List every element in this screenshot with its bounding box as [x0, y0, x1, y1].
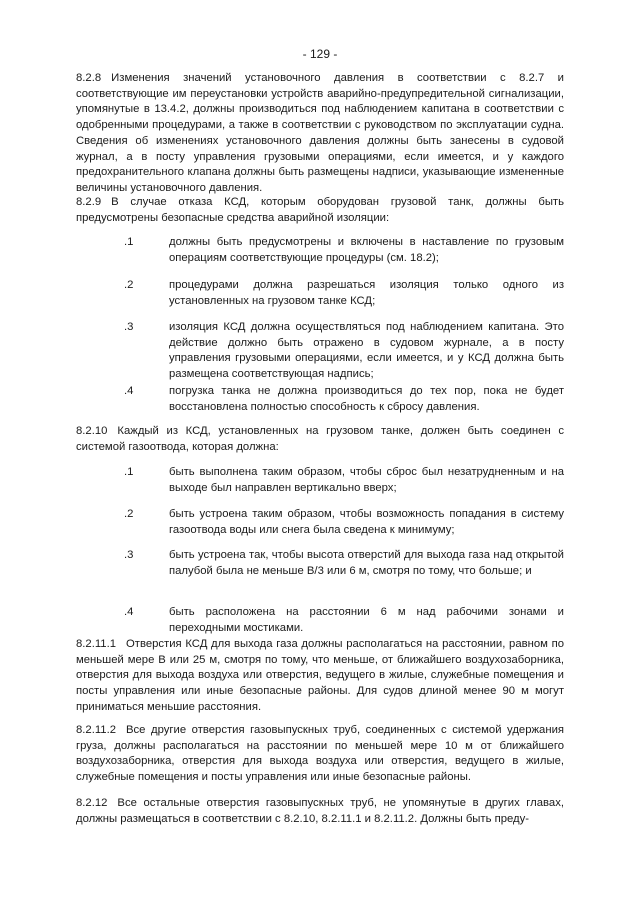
clause-text: Каждый из КСД, установленных на грузовом танке, должен быть соединен с системой газоотвода, которая должна: [76, 425, 564, 453]
item-number: .4 [124, 606, 134, 618]
clause-text: Все другие отверстия газовыпускных труб, соединенных с системой удержания груза, должны располагаться на расстоянии по меньшей мере 10 м от ближайшего воздухозаборника, отверстия для выхода воздуха или отверстия, ведущего в жилые, служебные помещения и посты управления или иные безопасные районы. [76, 724, 564, 784]
item-text: должны быть предусмотрены и включены в наставление по грузовым операциям соответствующие процедуры (см. 18.2); [169, 236, 564, 264]
item-number: .1 [124, 236, 134, 248]
item-text: процедурами должна разрешаться изоляция только одного из установленных на грузовом танке КСД; [169, 279, 564, 307]
item-number: .3 [124, 321, 134, 333]
item-text: быть выполнена таким образом, чтобы сброс был незатрудненным и на выходе был направлен вертикально вверх; [169, 466, 564, 494]
clause-text: В случае отказа КСД, которым оборудован грузовой танк, должны быть предусмотрены безопасные средства аварийной изоляции: [76, 196, 564, 224]
clause-text: Отверстия КСД для выхода газа должны располагаться на расстоянии, равном по меньшей мере В или 25 м, смотря по тому, что меньше, от ближайшего воздухозаборника, отверстия для выхода воздуха или отверстия, ведущего в жилые, служебные помещения и посты управления или иные безопасные районы. Для судов длиной менее 90 м могут приниматься меньшие расстояния. [76, 638, 564, 713]
item-text: погрузка танка не должна производиться до тех пор, пока не будет восстановлена полностью способность к сбросу давления. [169, 385, 564, 413]
paragraph-8-2-11-2 [76, 723, 564, 786]
item-text: быть устроена так, чтобы высота отверстий для выхода газа над открытой палубой была не меньше В/3 или 6 м, смотря по тому, что больше; и [169, 549, 564, 577]
paragraph-8-2-12 [76, 796, 564, 827]
clause-number: 8.2.11.1 [76, 638, 116, 650]
item-text: изоляция КСД должна осуществляться под наблюдением капитана. Это действие должно быть отражено в судовом журнале, а в посту управления грузовыми операциями, если имеется, и у КСД должна быть размещена соответствующая надпись; [169, 321, 564, 381]
clause-text: Все остальные отверстия газовыпускных труб, не упомянутые в других главах, должны размещаться в соответствии с 8.2.10, 8.2.11.1 и 8.2.11.2. Должны быть преду- [76, 797, 564, 825]
clause-number: 8.2.8 [76, 72, 102, 84]
item-text: быть расположена на расстоянии 6 м над рабочими зонами и переходными мостиками. [169, 606, 564, 634]
clause-number: 8.2.10 [76, 425, 108, 437]
clause-number: 8.2.11.2 [76, 724, 116, 736]
item-number: .3 [124, 549, 134, 561]
item-number: .2 [124, 279, 134, 291]
paragraph-8-2-11-1 [76, 637, 564, 716]
paragraph-8-2-10 [76, 424, 564, 455]
item-number: .4 [124, 385, 134, 397]
clause-text: Изменения значений установочного давления в соответствии с 8.2.7 и соответствующие им переустановки устройств аварийно-предупредительной сигнализации, упомянутые в 13.4.2, должны производиться под наблюдением капитана в соответствии с одобренными процедурами, а также в соответствии с руководством по эксплуатации судна. Сведения об изменениях установочного давления должны быть занесены в судовой журнал, а в посту управления грузовыми операциями, если имеется, и у каждого предохранительного клапана должны быть размещены надписи, указывающие измененные величины установочного давления. [76, 72, 564, 194]
paragraph-8-2-9 [76, 195, 564, 226]
item-number: .2 [124, 508, 134, 520]
clause-number: 8.2.12 [76, 797, 108, 809]
paragraph-8-2-8 [76, 71, 564, 197]
clause-number: 8.2.9 [76, 196, 102, 208]
page-number: - 129 - [302, 47, 338, 61]
item-number: .1 [124, 466, 134, 478]
item-text: быть устроена таким образом, чтобы возможность попадания в систему газоотвода воды или снега была сведена к минимуму; [169, 508, 564, 536]
